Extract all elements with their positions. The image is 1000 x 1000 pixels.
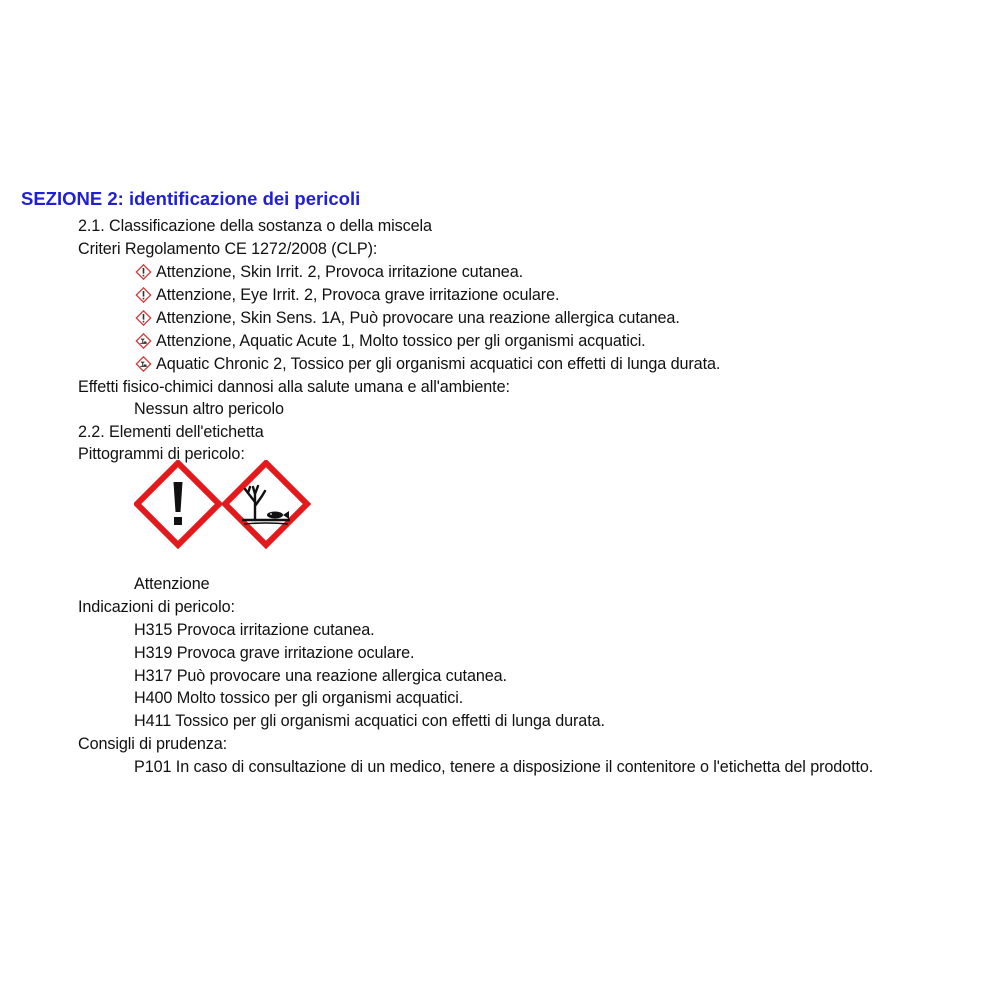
classification-item-text: Aquatic Chronic 2, Tossico per gli organismi acquatici con effetti di lunga durata. [156, 355, 721, 373]
effects-heading: Effetti fisico-chimici dannosi alla salute umana e all'ambiente: [78, 378, 510, 396]
classification-item-text: Attenzione, Aquatic Acute 1, Molto tossico per gli organismi acquatici. [156, 332, 646, 350]
precaution-heading: Consigli di prudenza: [78, 735, 228, 753]
exclamation-mark-pictogram-icon [137, 463, 219, 545]
signal-word: Attenzione [134, 575, 210, 593]
hazard-pictograms [134, 460, 314, 552]
hazard-statement: H315 Provoca irritazione cutanea. [134, 621, 375, 639]
classification-item [134, 262, 523, 282]
classification-heading: 2.1. Classificazione della sostanza o della miscela [78, 217, 432, 235]
classification-item [134, 331, 646, 351]
classification-item [134, 354, 720, 374]
classification-item [134, 285, 559, 305]
hazard-statement: H411 Tossico per gli organismi acquatici con effetti di lunga durata. [134, 712, 605, 730]
hazard-statement: H319 Provoca grave irritazione oculare. [134, 644, 415, 662]
hazard-statement: H400 Molto tossico per gli organismi acquatici. [134, 689, 464, 707]
environment-icon [134, 333, 153, 349]
environment-icon [134, 356, 153, 372]
environment-pictogram-icon [225, 463, 307, 545]
hazard-statements-heading: Indicazioni di pericolo: [78, 598, 235, 616]
section-title: SEZIONE 2: identificazione dei pericoli [21, 188, 361, 209]
pictograms-heading: Pittogrammi di pericolo: [78, 445, 245, 463]
exclamation-mark-icon [134, 264, 153, 280]
effects-value: Nessun altro pericolo [134, 400, 284, 418]
precaution-statement: P101 In caso di consultazione di un medico, tenere a disposizione il contenitore o l'etichetta del prodotto. [134, 758, 874, 776]
label-elements-heading: 2.2. Elementi dell'etichetta [78, 423, 264, 441]
classification-item-text: Attenzione, Skin Irrit. 2, Provoca irritazione cutanea. [156, 263, 523, 281]
exclamation-mark-icon [134, 287, 153, 303]
classification-item [134, 308, 680, 328]
criteria-label: Criteri Regolamento CE 1272/2008 (CLP): [78, 240, 378, 258]
classification-item-text: Attenzione, Skin Sens. 1A, Può provocare una reazione allergica cutanea. [156, 309, 680, 327]
hazard-statement: H317 Può provocare una reazione allergica cutanea. [134, 667, 507, 685]
classification-item-text: Attenzione, Eye Irrit. 2, Provoca grave irritazione oculare. [156, 286, 560, 304]
exclamation-mark-icon [134, 310, 153, 326]
